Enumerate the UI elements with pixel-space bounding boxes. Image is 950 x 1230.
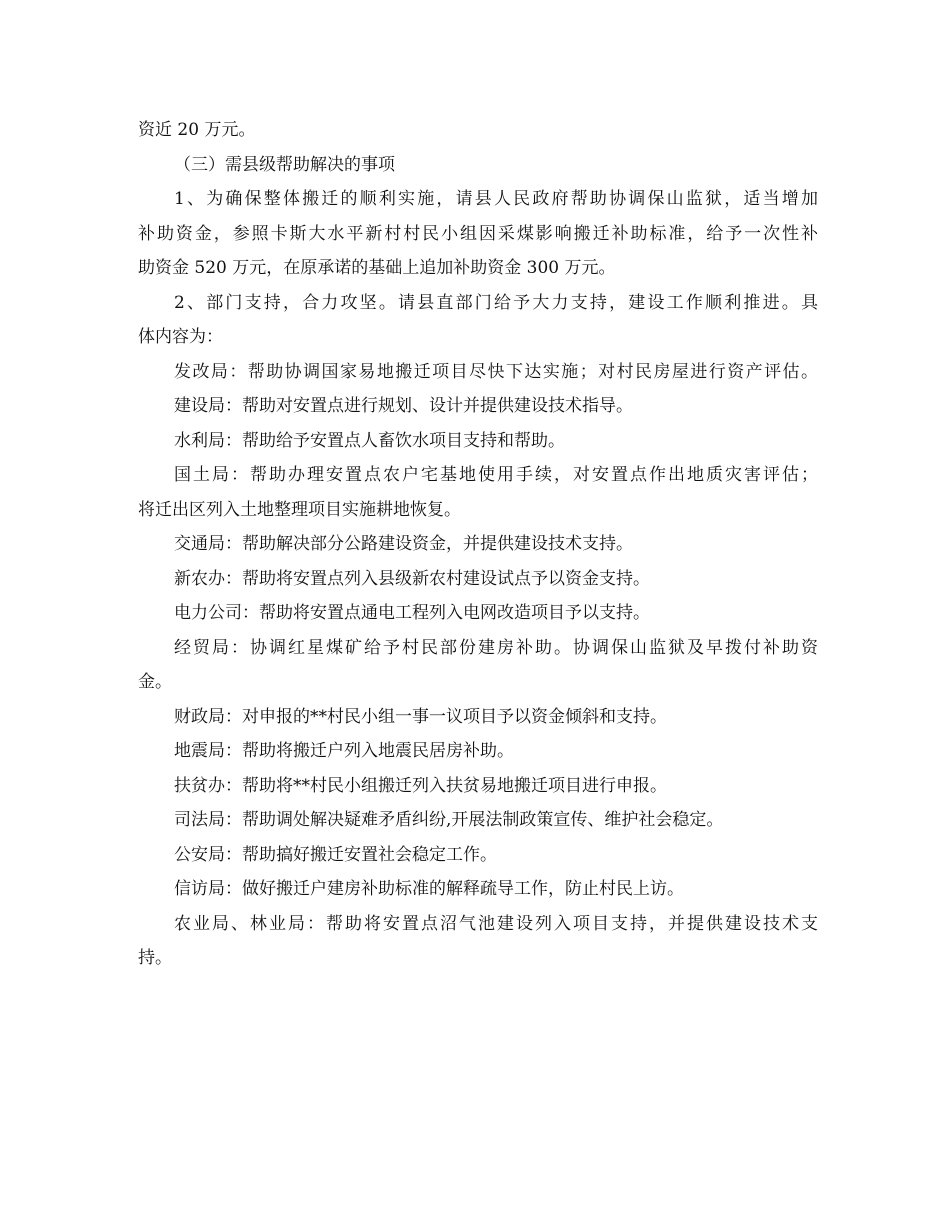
text-line: 信访局：做好搬迁户建房补助标准的解释疏导工作，防止村民上访。 (174, 879, 684, 899)
document-body (138, 113, 818, 976)
text-line: 扶贫办：帮助将**村民小组搬迁列入扶贫易地搬迁项目进行申报。 (174, 775, 667, 796)
text-line: 2、部门支持，合力攻坚。请县直部门给予大力支持，建设工作顺利推进。具 (174, 292, 818, 313)
text-line: 国土局：帮助办理安置点农户宅基地使用手续，对安置点作出地质灾害评估； (174, 465, 818, 485)
text-line: 助资金 520 万元，在原承诺的基础上追加补助资金 300 万元。 (138, 258, 616, 278)
text-line: 公安局：帮助搞好搬迁安置社会稳定工作。 (174, 844, 497, 865)
text-line: 发改局：帮助协调国家易地搬迁项目尽快下达实施；对村民房屋进行资产评估。 (174, 361, 818, 382)
text-line: 新农办：帮助将安置点列入县级新农村建设试点予以资金支持。 (174, 568, 650, 589)
text-line: 财政局：对申报的**村民小组一事一议项目予以资金倾斜和支持。 (174, 706, 667, 727)
text-line: 体内容为： (138, 327, 223, 347)
text-line: 将迁出区列入土地整理项目实施耕地恢复。 (138, 499, 461, 520)
text-line: 水利局：帮助给予安置点人畜饮水项目支持和帮助。 (174, 430, 565, 451)
text-line: 交通局：帮助解决部分公路建设资金，并提供建设技术支持。 (174, 534, 633, 554)
text-line: 补助资金，参照卡斯大水平新村村民小组因采煤影响搬迁补助标准，给予一次性补 (138, 223, 818, 244)
text-line: 经贸局：协调红星煤矿给予村民部份建房补助。协调保山监狱及早拨付补助资 (174, 637, 818, 658)
text-line: 农业局、林业局：帮助将安置点沼气池建设列入项目支持，并提供建设技术支 (174, 913, 818, 934)
text-line: 地震局：帮助将搬迁户列入地震民居房补助。 (174, 741, 514, 761)
text-line: 持。 (138, 948, 172, 968)
text-line: 司法局：帮助调处解决疑难矛盾纠纷,开展法制政策宣传、维护社会稳定。 (174, 810, 724, 830)
text-line: 资近 20 万元。 (138, 120, 256, 140)
text-line: 建设局：帮助对安置点进行规划、设计并提供建设技术指导。 (174, 396, 633, 416)
text-line: 1、为确保整体搬迁的顺利实施，请县人民政府帮助协调保山监狱，适当增加 (174, 189, 818, 209)
text-line: 电力公司：帮助将安置点通电工程列入电网改造项目予以支持。 (174, 603, 650, 623)
text-line: （三）需县级帮助解决的事项 (174, 154, 395, 175)
text-line: 金。 (138, 672, 172, 692)
